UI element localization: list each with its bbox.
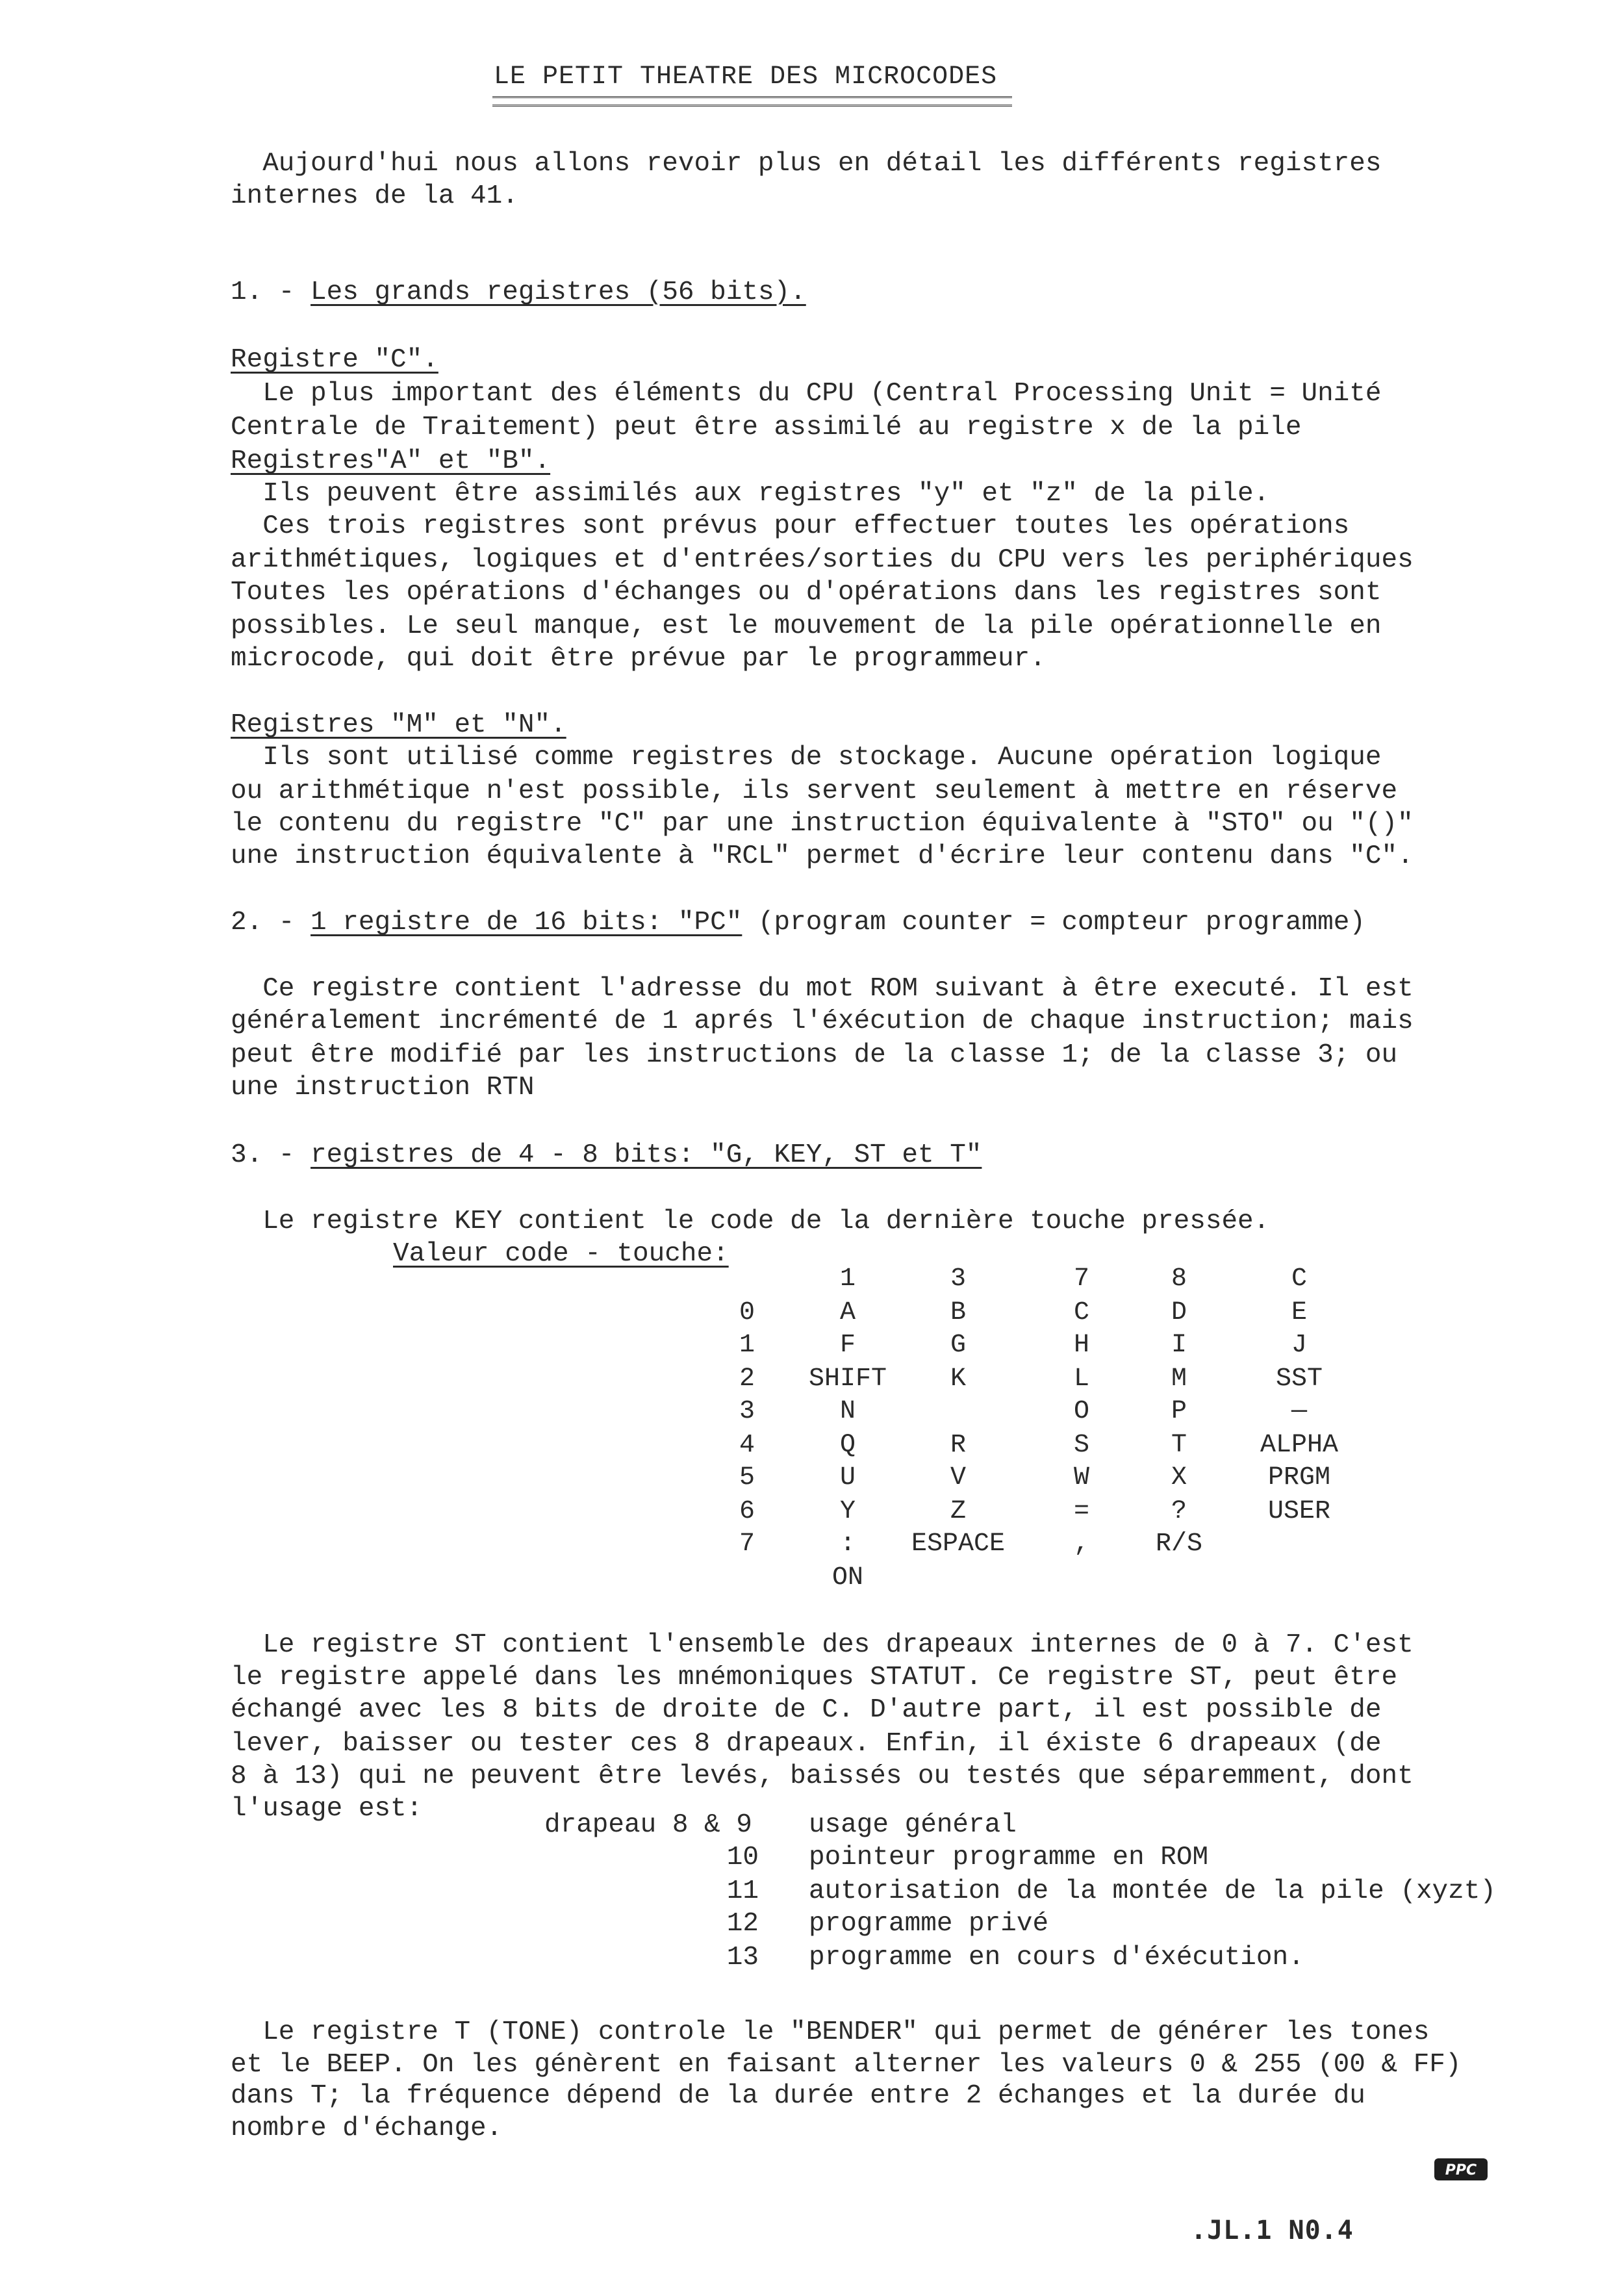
key-cell: W bbox=[1073, 1463, 1089, 1492]
key-cell: S bbox=[1073, 1431, 1089, 1460]
page-footer: .JL.1 N0.4 bbox=[1191, 2216, 1354, 2245]
key-col-header-1: 1 bbox=[839, 1264, 856, 1294]
section2-line-2: généralement incrémenté de 1 aprés l'éxécution de chaque instruction; mais bbox=[231, 1006, 1414, 1036]
key-col-header-3: 3 bbox=[950, 1264, 966, 1294]
key-cell-on: ON bbox=[831, 1563, 863, 1592]
flag-desc: programme privé bbox=[809, 1909, 1049, 1939]
section2-line-4: une instruction RTN bbox=[231, 1073, 535, 1103]
flag-num: 10 bbox=[726, 1843, 759, 1872]
section1-prefix: 1. - bbox=[231, 277, 311, 307]
key-cell: N bbox=[839, 1397, 856, 1426]
st-line-6: l'usage est: bbox=[231, 1794, 423, 1824]
key-cell: , bbox=[1073, 1529, 1089, 1559]
ppc-logo-text: PPC bbox=[1445, 2162, 1477, 2178]
flags-label: drapeau 8 & 9 bbox=[544, 1810, 752, 1840]
regMN-line-3: le contenu du registre "C" par une instruction équivalente à "STO" ou "()" bbox=[231, 809, 1414, 839]
key-row-code: 1 bbox=[739, 1331, 755, 1360]
flag-num: 13 bbox=[726, 1943, 759, 1973]
key-cell: R bbox=[950, 1431, 966, 1460]
flag-desc-8-9: usage général bbox=[809, 1810, 1017, 1840]
key-row-code: 5 bbox=[739, 1463, 755, 1492]
flag-desc: autorisation de la montée de la pile (xyzt) bbox=[809, 1876, 1496, 1906]
key-cell: X bbox=[1171, 1463, 1187, 1492]
key-col-header-8: 8 bbox=[1171, 1264, 1187, 1294]
key-cell: ? bbox=[1171, 1497, 1187, 1526]
tone-line-2: et le BEEP. On les génèrent en faisant alterner les valeurs 0 & 255 (00 & FF) bbox=[231, 2050, 1462, 2080]
intro-line-2: internes de la 41. bbox=[231, 181, 518, 211]
regC-line-2: Centrale de Traitement) peut être assimilé au registre x de la pile bbox=[231, 413, 1302, 442]
key-row-code: 6 bbox=[739, 1497, 755, 1526]
key-cell: A bbox=[839, 1298, 856, 1327]
key-cell: G bbox=[950, 1331, 966, 1360]
key-intro: Le registre KEY contient le code de la dernière touche pressée. bbox=[231, 1207, 1270, 1236]
key-cell: PRGM bbox=[1267, 1463, 1330, 1492]
page-title: LE PETIT THEATRE DES MICROCODES bbox=[494, 62, 998, 92]
st-line-2: le registre appelé dans les mnémoniques STATUT. Ce registre ST, peut être bbox=[231, 1663, 1398, 1693]
ppc-logo bbox=[1434, 2158, 1488, 2180]
key-cell: D bbox=[1171, 1298, 1187, 1327]
regC-line-1: Le plus important des éléments du CPU (Central Processing Unit = Unité bbox=[231, 379, 1382, 409]
key-cell: Y bbox=[839, 1497, 856, 1526]
key-cell: M bbox=[1171, 1364, 1187, 1394]
regAB-heading: Registres"A" et "B". bbox=[231, 446, 551, 476]
key-cell: Z bbox=[950, 1497, 966, 1526]
key-cell: — bbox=[1291, 1397, 1307, 1426]
key-cell: SST bbox=[1275, 1364, 1323, 1394]
key-table-label: Valeur code - touche: bbox=[393, 1239, 729, 1269]
key-row-code: 4 bbox=[739, 1431, 755, 1460]
regMN-heading: Registres "M" et "N". bbox=[231, 710, 566, 740]
regAB-line-1: Ils peuvent être assimilés aux registres "y" et "z" de la pile. bbox=[231, 479, 1270, 509]
section2-prefix: 2. - bbox=[231, 908, 311, 938]
section1-title: Les grands registres (56 bits). bbox=[311, 277, 806, 307]
key-row-code: 0 bbox=[739, 1298, 755, 1327]
key-cell: O bbox=[1073, 1397, 1089, 1426]
key-col-header-C: C bbox=[1291, 1264, 1307, 1294]
regAB-line-6: microcode, qui doit être prévue par le programmeur. bbox=[231, 644, 1046, 674]
section2-heading bbox=[231, 906, 1365, 939]
key-row-code: 2 bbox=[739, 1364, 755, 1394]
key-cell: P bbox=[1171, 1397, 1187, 1426]
regAB-line-3: arithmétiques, logiques et d'entrées/sorties du CPU vers les periphériques bbox=[231, 545, 1414, 575]
st-line-3: échangé avec les 8 bits de droite de C. D'autre part, il est possible de bbox=[231, 1695, 1382, 1725]
flag-num: 11 bbox=[726, 1876, 759, 1906]
key-cell: ESPACE bbox=[911, 1529, 1006, 1559]
key-cell: I bbox=[1171, 1331, 1187, 1360]
section2-line-3: peut être modifié par les instructions de la classe 1; de la classe 3; ou bbox=[231, 1040, 1398, 1070]
key-col-header-7: 7 bbox=[1073, 1264, 1089, 1294]
flag-num: 12 bbox=[726, 1909, 759, 1939]
key-cell: F bbox=[839, 1331, 856, 1360]
flag-desc: programme en cours d'éxécution. bbox=[809, 1943, 1304, 1973]
key-cell: : bbox=[839, 1529, 856, 1559]
key-cell: SHIFT bbox=[808, 1364, 887, 1394]
key-cell: L bbox=[1073, 1364, 1089, 1394]
key-cell: Q bbox=[839, 1431, 856, 1460]
key-cell: J bbox=[1291, 1331, 1307, 1360]
section3-heading bbox=[231, 1138, 982, 1172]
key-cell: U bbox=[839, 1463, 856, 1492]
intro-line-1: Aujourd'hui nous allons revoir plus en détail les différents registres bbox=[231, 149, 1382, 179]
regMN-line-2: ou arithmétique n'est possible, ils servent seulement à mettre en réserve bbox=[231, 776, 1398, 806]
tone-line-3: dans T; la fréquence dépend de la durée entre 2 échanges et la durée du bbox=[231, 2081, 1365, 2111]
key-cell: USER bbox=[1267, 1497, 1330, 1526]
regAB-line-2: Ces trois registres sont prévus pour effectuer toutes les opérations bbox=[231, 511, 1350, 541]
flag-desc: pointeur programme en ROM bbox=[809, 1843, 1209, 1872]
key-cell: = bbox=[1073, 1497, 1089, 1526]
key-cell: C bbox=[1073, 1298, 1089, 1327]
key-cell: E bbox=[1291, 1298, 1307, 1327]
key-cell: ALPHA bbox=[1260, 1431, 1339, 1460]
st-line-5: 8 à 13) qui ne peuvent être levés, baissés ou testés que séparemment, dont bbox=[231, 1761, 1414, 1791]
key-cell: V bbox=[950, 1463, 966, 1492]
key-cell: K bbox=[950, 1364, 966, 1394]
st-line-1: Le registre ST contient l'ensemble des drapeaux internes de 0 à 7. C'est bbox=[231, 1630, 1414, 1660]
key-row-code: 7 bbox=[739, 1529, 755, 1559]
regAB-line-5: possibles. Le seul manque, est le mouvement de la pile opérationnelle en bbox=[231, 611, 1382, 641]
tone-line-1: Le registre T (TONE) controle le "BENDER" qui permet de générer les tones bbox=[231, 2017, 1430, 2047]
key-cell: H bbox=[1073, 1331, 1089, 1360]
section2-title: 1 registre de 16 bits: "PC" bbox=[311, 908, 742, 938]
section3-prefix: 3. - bbox=[231, 1140, 311, 1170]
regC-heading: Registre "C". bbox=[231, 345, 438, 375]
title-double-rule bbox=[492, 96, 1012, 107]
section2-line-1: Ce registre contient l'adresse du mot ROM suivant à être executé. Il est bbox=[231, 974, 1414, 1004]
tone-line-4: nombre d'échange. bbox=[231, 2114, 503, 2143]
key-cell: B bbox=[950, 1298, 966, 1327]
regMN-line-1: Ils sont utilisé comme registres de stockage. Aucune opération logique bbox=[231, 743, 1382, 773]
key-row-code: 3 bbox=[739, 1397, 755, 1426]
key-cell: T bbox=[1171, 1431, 1187, 1460]
st-line-4: lever, baisser ou tester ces 8 drapeaux. Enfin, il éxiste 6 drapeaux (de bbox=[231, 1729, 1382, 1759]
regMN-line-4: une instruction équivalente à "RCL" permet d'écrire leur contenu dans "C". bbox=[231, 841, 1414, 871]
regAB-line-4: Toutes les opérations d'échanges ou d'opérations dans les registres sont bbox=[231, 578, 1382, 607]
section2-suffix: (program counter = compteur programme) bbox=[742, 908, 1365, 938]
section1-heading bbox=[231, 275, 806, 309]
section3-title: registres de 4 - 8 bits: "G, KEY, ST et T" bbox=[311, 1140, 982, 1170]
key-cell: R/S bbox=[1155, 1529, 1202, 1559]
